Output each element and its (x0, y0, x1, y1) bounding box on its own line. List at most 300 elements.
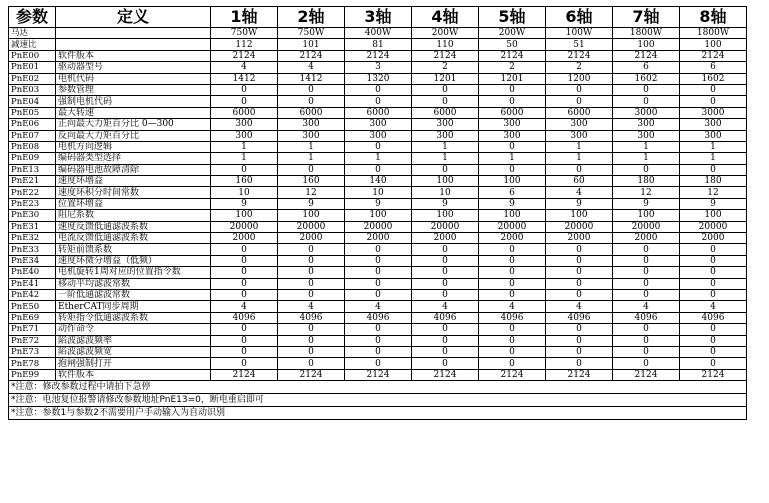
axis-2-value: 0 (278, 164, 345, 175)
param-name: 速度环微分增益（低频） (56, 255, 211, 266)
axis-8-value: 12 (680, 187, 747, 198)
axis-2-value: 4 (278, 301, 345, 312)
axis-1-value: 4 (211, 62, 278, 73)
axis-8-value: 4096 (680, 312, 747, 323)
axis-5-value: 0 (479, 255, 546, 266)
axis-6-value: 2000 (546, 233, 613, 244)
param-code: PnE03 (9, 84, 56, 95)
axis-6-value: 2124 (546, 50, 613, 61)
header-axis-7: 7轴 (613, 7, 680, 28)
table-row (9, 369, 747, 380)
axis-5-value: 100 (479, 210, 546, 221)
axis-1-value: 300 (211, 119, 278, 130)
axis-1-value: 1 (211, 141, 278, 152)
axis-4-value: 6000 (412, 107, 479, 118)
param-code: PnE40 (9, 267, 56, 278)
param-name: 驱动器型号 (56, 62, 211, 73)
axis-4-value: 2124 (412, 50, 479, 61)
axis-1-value: 0 (211, 358, 278, 369)
axis-5-value: 4096 (479, 312, 546, 323)
axis-1-value: 10 (211, 187, 278, 198)
axis-6-value: 2 (546, 62, 613, 73)
axis-8-value: 4 (680, 301, 747, 312)
axis-4-value: 200W (412, 28, 479, 39)
axis-7-value: 0 (613, 335, 680, 346)
table-row (9, 96, 747, 107)
axis-5-value: 4 (479, 301, 546, 312)
axis-8-value: 0 (680, 267, 747, 278)
header-axis-5: 5轴 (479, 7, 546, 28)
table-row (9, 255, 747, 266)
axis-8-value: 180 (680, 176, 747, 187)
axis-2-value: 6000 (278, 107, 345, 118)
axis-3-value: 0 (345, 278, 412, 289)
axis-3-value: 6000 (345, 107, 412, 118)
table-row (9, 233, 747, 244)
axis-6-value: 4 (546, 301, 613, 312)
table-body (9, 28, 747, 420)
axis-5-value: 0 (479, 324, 546, 335)
axis-8-value: 9 (680, 198, 747, 209)
axis-2-value: 300 (278, 130, 345, 141)
axis-1-value: 0 (211, 346, 278, 357)
param-code: PnE99 (9, 369, 56, 380)
axis-8-value: 2000 (680, 233, 747, 244)
axis-5-value: 0 (479, 278, 546, 289)
param-code: PnE32 (9, 233, 56, 244)
axis-7-value: 300 (613, 130, 680, 141)
axis-2-value: 4096 (278, 312, 345, 323)
param-name: 阻尼系数 (56, 210, 211, 221)
axis-6-value: 300 (546, 119, 613, 130)
axis-5-value: 1201 (479, 73, 546, 84)
axis-2-value: 0 (278, 289, 345, 300)
axis-7-value: 0 (613, 358, 680, 369)
header-axis-3: 3轴 (345, 7, 412, 28)
axis-3-value: 0 (345, 335, 412, 346)
axis-3-value: 140 (345, 176, 412, 187)
axis-6-value: 0 (546, 324, 613, 335)
axis-2-value: 101 (278, 39, 345, 50)
param-code: PnE21 (9, 176, 56, 187)
axis-4-value: 0 (412, 335, 479, 346)
axis-4-value: 0 (412, 96, 479, 107)
axis-7-value: 100 (613, 39, 680, 50)
axis-6-value: 4096 (546, 312, 613, 323)
axis-7-value: 0 (613, 164, 680, 175)
axis-3-value: 0 (345, 267, 412, 278)
param-code: PnE33 (9, 244, 56, 255)
axis-2-value: 0 (278, 244, 345, 255)
param-code: PnE13 (9, 164, 56, 175)
axis-6-value: 0 (546, 289, 613, 300)
table-row (9, 164, 747, 175)
axis-7-value: 0 (613, 346, 680, 357)
axis-2-value: 1 (278, 153, 345, 164)
axis-2-value: 2124 (278, 50, 345, 61)
axis-6-value: 51 (546, 39, 613, 50)
axis-7-value: 20000 (613, 221, 680, 232)
axis-3-value: 0 (345, 96, 412, 107)
axis-8-value: 6 (680, 62, 747, 73)
axis-3-value: 0 (345, 255, 412, 266)
param-name: 编码器类型选择 (56, 153, 211, 164)
axis-2-value: 12 (278, 187, 345, 198)
axis-2-value: 0 (278, 255, 345, 266)
axis-3-value: 0 (345, 289, 412, 300)
axis-2-value: 2124 (278, 369, 345, 380)
axis-4-value: 2000 (412, 233, 479, 244)
param-code: PnE30 (9, 210, 56, 221)
axis-2-value: 9 (278, 198, 345, 209)
axis-1-value: 0 (211, 96, 278, 107)
table-row (9, 358, 747, 369)
axis-7-value: 9 (613, 198, 680, 209)
param-code: PnE08 (9, 141, 56, 152)
axis-3-value: 0 (345, 164, 412, 175)
axis-6-value: 0 (546, 278, 613, 289)
param-name: 反向最大力矩百分比 (56, 130, 211, 141)
axis-1-value: 750W (211, 28, 278, 39)
axis-5-value: 0 (479, 358, 546, 369)
axis-5-value: 300 (479, 119, 546, 130)
param-name: 陷波滤波频宽 (56, 346, 211, 357)
axis-1-value: 112 (211, 39, 278, 50)
param-code: PnE23 (9, 198, 56, 209)
axis-8-value: 1800W (680, 28, 747, 39)
axis-1-value: 0 (211, 84, 278, 95)
param-name: 电流反馈低通滤波系数 (56, 233, 211, 244)
axis-3-value: 0 (345, 84, 412, 95)
axis-6-value: 0 (546, 346, 613, 357)
axis-2-value: 750W (278, 28, 345, 39)
note-text: *注意：参数1与参数2不需要用户手动输入为自动识别 (9, 407, 747, 420)
note-row (9, 394, 747, 407)
axis-1-value: 0 (211, 244, 278, 255)
axis-7-value: 1800W (613, 28, 680, 39)
axis-3-value: 0 (345, 141, 412, 152)
axis-6-value: 1 (546, 141, 613, 152)
axis-3-value: 0 (345, 324, 412, 335)
param-code: PnE00 (9, 50, 56, 61)
axis-8-value: 1 (680, 141, 747, 152)
servo-parameter-table (8, 6, 747, 420)
axis-2-value: 1412 (278, 73, 345, 84)
axis-5-value: 0 (479, 267, 546, 278)
table-row (9, 62, 747, 73)
axis-6-value: 1200 (546, 73, 613, 84)
axis-1-value: 300 (211, 130, 278, 141)
axis-2-value: 0 (278, 335, 345, 346)
axis-6-value: 0 (546, 164, 613, 175)
axis-7-value: 0 (613, 278, 680, 289)
axis-5-value: 0 (479, 244, 546, 255)
header-param: 参数 (9, 7, 56, 28)
axis-4-value: 110 (412, 39, 479, 50)
axis-8-value: 0 (680, 164, 747, 175)
axis-8-value: 2124 (680, 50, 747, 61)
axis-7-value: 0 (613, 255, 680, 266)
axis-8-value: 0 (680, 358, 747, 369)
axis-7-value: 0 (613, 324, 680, 335)
axis-2-value: 0 (278, 278, 345, 289)
axis-1-value: 0 (211, 289, 278, 300)
axis-5-value: 2124 (479, 50, 546, 61)
axis-3-value: 2124 (345, 50, 412, 61)
param-code: PnE42 (9, 289, 56, 300)
axis-7-value: 100 (613, 210, 680, 221)
table-row (9, 301, 747, 312)
axis-5-value: 0 (479, 164, 546, 175)
table-row (9, 210, 747, 221)
axis-3-value: 300 (345, 130, 412, 141)
param-name: 移动平均滤波常数 (56, 278, 211, 289)
axis-6-value: 1 (546, 153, 613, 164)
table-row (9, 73, 747, 84)
axis-2-value: 0 (278, 267, 345, 278)
axis-3-value: 300 (345, 119, 412, 130)
axis-4-value: 100 (412, 176, 479, 187)
axis-8-value: 0 (680, 346, 747, 357)
axis-8-value: 0 (680, 96, 747, 107)
axis-3-value: 400W (345, 28, 412, 39)
table-row (9, 119, 747, 130)
axis-4-value: 9 (412, 198, 479, 209)
axis-3-value: 1 (345, 153, 412, 164)
axis-4-value: 0 (412, 267, 479, 278)
axis-7-value: 1 (613, 153, 680, 164)
axis-4-value: 1 (412, 141, 479, 152)
axis-5-value: 0 (479, 141, 546, 152)
param-code: PnE71 (9, 324, 56, 335)
table-row (9, 346, 747, 357)
axis-4-value: 2 (412, 62, 479, 73)
table-row (9, 130, 747, 141)
axis-2-value: 20000 (278, 221, 345, 232)
table-row (9, 312, 747, 323)
axis-6-value: 2124 (546, 369, 613, 380)
axis-4-value: 1201 (412, 73, 479, 84)
axis-5-value: 0 (479, 96, 546, 107)
axis-6-value: 9 (546, 198, 613, 209)
axis-6-value: 0 (546, 267, 613, 278)
header-row (9, 7, 747, 28)
axis-3-value: 0 (345, 346, 412, 357)
axis-3-value: 10 (345, 187, 412, 198)
header-axis-2: 2轴 (278, 7, 345, 28)
table-row (9, 50, 747, 61)
param-name: 位置环增益 (56, 198, 211, 209)
axis-4-value: 0 (412, 278, 479, 289)
param-name: 参数管理 (56, 84, 211, 95)
axis-7-value: 4 (613, 301, 680, 312)
axis-4-value: 0 (412, 324, 479, 335)
axis-4-value: 300 (412, 130, 479, 141)
axis-1-value: 6000 (211, 107, 278, 118)
axis-3-value: 20000 (345, 221, 412, 232)
param-code: 马达 (9, 28, 56, 39)
axis-7-value: 1602 (613, 73, 680, 84)
axis-5-value: 2 (479, 62, 546, 73)
axis-3-value: 1320 (345, 73, 412, 84)
axis-7-value: 2124 (613, 369, 680, 380)
axis-2-value: 300 (278, 119, 345, 130)
axis-4-value: 20000 (412, 221, 479, 232)
table-row (9, 324, 747, 335)
axis-4-value: 10 (412, 187, 479, 198)
header-axis-6: 6轴 (546, 7, 613, 28)
axis-4-value: 2124 (412, 369, 479, 380)
param-name: 速度环增益 (56, 176, 211, 187)
axis-8-value: 1 (680, 153, 747, 164)
axis-4-value: 100 (412, 210, 479, 221)
table-row (9, 267, 747, 278)
axis-6-value: 0 (546, 96, 613, 107)
note-text: *注意：修改参数过程中请拍下急停 (9, 381, 747, 394)
axis-1-value: 0 (211, 335, 278, 346)
axis-6-value: 0 (546, 358, 613, 369)
axis-5-value: 100 (479, 176, 546, 187)
axis-7-value: 4096 (613, 312, 680, 323)
param-code: PnE06 (9, 119, 56, 130)
axis-5-value: 20000 (479, 221, 546, 232)
param-name: 软件版本 (56, 369, 211, 380)
param-code: PnE41 (9, 278, 56, 289)
axis-3-value: 3 (345, 62, 412, 73)
axis-4-value: 0 (412, 358, 479, 369)
axis-4-value: 4 (412, 301, 479, 312)
parameter-sheet (8, 6, 746, 420)
axis-5-value: 2124 (479, 369, 546, 380)
axis-6-value: 0 (546, 84, 613, 95)
param-name: 强制电机代码 (56, 96, 211, 107)
header-axis-8: 8轴 (680, 7, 747, 28)
param-code: PnE01 (9, 62, 56, 73)
axis-2-value: 0 (278, 358, 345, 369)
axis-6-value: 100W (546, 28, 613, 39)
param-code: PnE02 (9, 73, 56, 84)
table-row (9, 221, 747, 232)
axis-1-value: 160 (211, 176, 278, 187)
note-row (9, 407, 747, 420)
table-row (9, 84, 747, 95)
axis-2-value: 0 (278, 324, 345, 335)
axis-1-value: 100 (211, 210, 278, 221)
axis-1-value: 4096 (211, 312, 278, 323)
axis-7-value: 6 (613, 62, 680, 73)
axis-1-value: 1 (211, 153, 278, 164)
axis-4-value: 0 (412, 84, 479, 95)
param-code: PnE22 (9, 187, 56, 198)
axis-4-value: 4096 (412, 312, 479, 323)
axis-7-value: 12 (613, 187, 680, 198)
table-row (9, 39, 747, 50)
axis-4-value: 0 (412, 255, 479, 266)
axis-6-value: 100 (546, 210, 613, 221)
axis-6-value: 20000 (546, 221, 613, 232)
axis-2-value: 160 (278, 176, 345, 187)
axis-3-value: 4096 (345, 312, 412, 323)
axis-8-value: 0 (680, 289, 747, 300)
axis-7-value: 0 (613, 267, 680, 278)
param-code: PnE07 (9, 130, 56, 141)
axis-7-value: 0 (613, 244, 680, 255)
table-row (9, 176, 747, 187)
axis-5-value: 1 (479, 153, 546, 164)
axis-4-value: 0 (412, 244, 479, 255)
table-row (9, 244, 747, 255)
param-code: PnE34 (9, 255, 56, 266)
table-row (9, 187, 747, 198)
axis-6-value: 300 (546, 130, 613, 141)
param-name: 转矩前馈系数 (56, 244, 211, 255)
axis-8-value: 100 (680, 210, 747, 221)
param-name: 最大转速 (56, 107, 211, 118)
axis-5-value: 0 (479, 335, 546, 346)
param-code: 减速比 (9, 39, 56, 50)
axis-8-value: 0 (680, 278, 747, 289)
param-name: 陷波滤波频率 (56, 335, 211, 346)
param-name: 电机代码 (56, 73, 211, 84)
axis-3-value: 9 (345, 198, 412, 209)
param-name: 速度环积分时间常数 (56, 187, 211, 198)
axis-1-value: 2124 (211, 50, 278, 61)
axis-6-value: 0 (546, 335, 613, 346)
axis-1-value: 0 (211, 255, 278, 266)
param-code: PnE04 (9, 96, 56, 107)
axis-3-value: 0 (345, 244, 412, 255)
param-code: PnE09 (9, 153, 56, 164)
param-name: EtherCAT同步周期 (56, 301, 211, 312)
axis-5-value: 300 (479, 130, 546, 141)
axis-4-value: 0 (412, 289, 479, 300)
axis-3-value: 4 (345, 301, 412, 312)
axis-3-value: 81 (345, 39, 412, 50)
axis-8-value: 20000 (680, 221, 747, 232)
param-name (56, 28, 211, 39)
axis-5-value: 6 (479, 187, 546, 198)
param-code: PnE78 (9, 358, 56, 369)
axis-6-value: 4 (546, 187, 613, 198)
axis-3-value: 2000 (345, 233, 412, 244)
axis-8-value: 300 (680, 119, 747, 130)
param-name: 电机旋转1周对应的位置指令数 (56, 267, 211, 278)
param-name: 转矩指令低通滤波系数 (56, 312, 211, 323)
axis-7-value: 300 (613, 119, 680, 130)
axis-1-value: 1412 (211, 73, 278, 84)
note-row (9, 381, 747, 394)
axis-4-value: 1 (412, 153, 479, 164)
axis-8-value: 0 (680, 84, 747, 95)
param-code: PnE72 (9, 335, 56, 346)
table-row (9, 107, 747, 118)
table-row (9, 198, 747, 209)
axis-8-value: 2124 (680, 369, 747, 380)
axis-5-value: 0 (479, 84, 546, 95)
axis-8-value: 300 (680, 130, 747, 141)
param-name: 软件版本 (56, 50, 211, 61)
axis-7-value: 0 (613, 96, 680, 107)
header-axis-4: 4轴 (412, 7, 479, 28)
table-row (9, 28, 747, 39)
axis-1-value: 2124 (211, 369, 278, 380)
param-name: 电机方向逻辑 (56, 141, 211, 152)
axis-2-value: 100 (278, 210, 345, 221)
param-name: 一阶低通滤波常数 (56, 289, 211, 300)
param-code: PnE31 (9, 221, 56, 232)
axis-8-value: 0 (680, 255, 747, 266)
param-name (56, 39, 211, 50)
